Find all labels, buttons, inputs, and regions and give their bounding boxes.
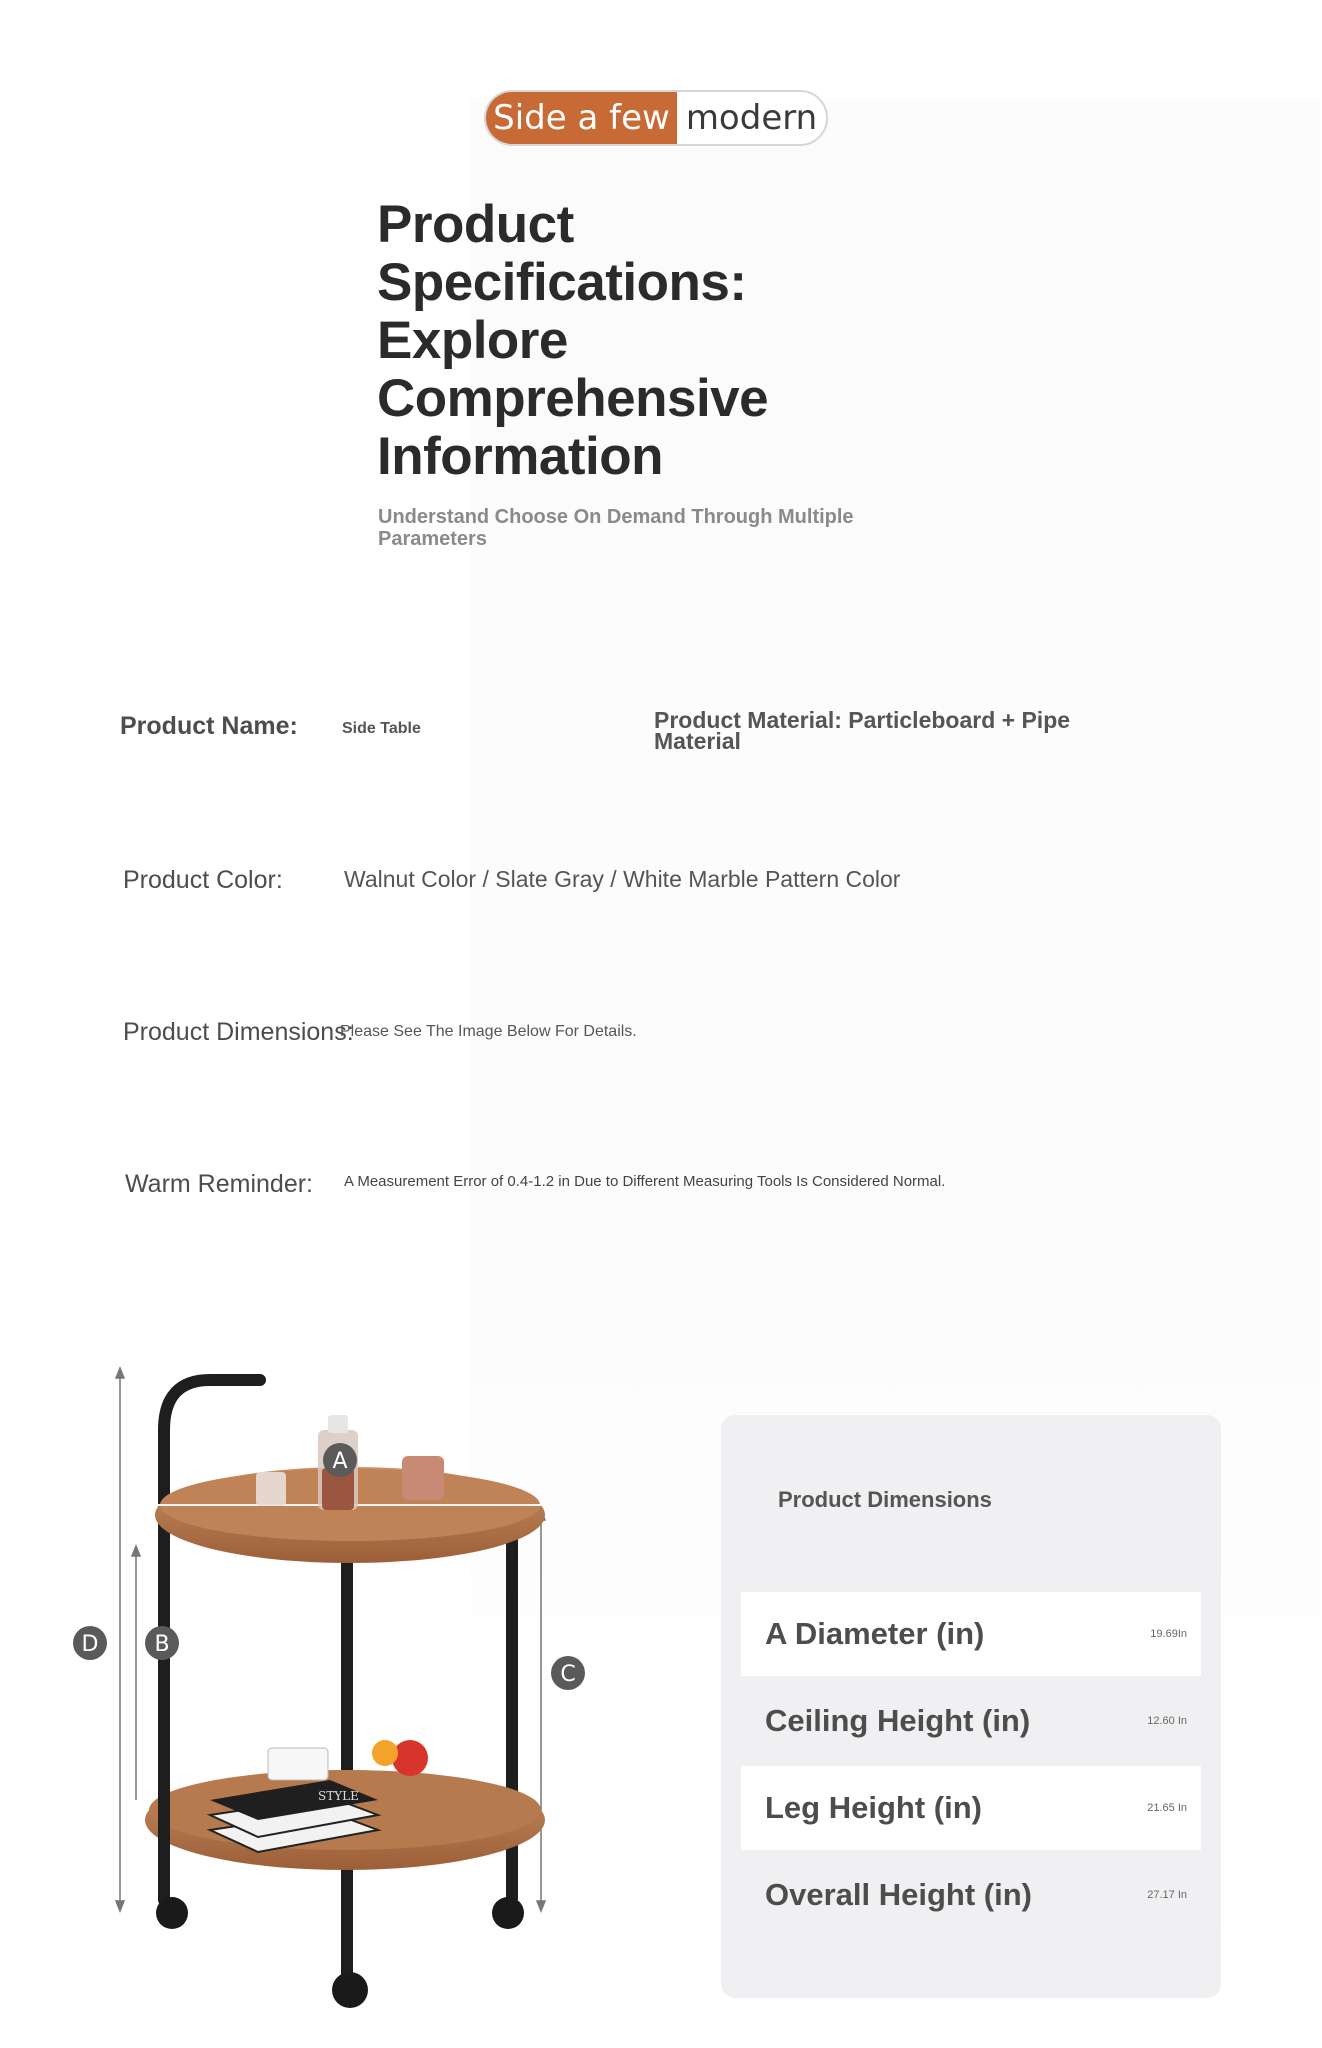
product-dimensions-label: Product Dimensions: (123, 1018, 354, 1046)
dimension-name: Ceiling Height (in) (765, 1703, 1031, 1738)
wheel (332, 1972, 368, 2008)
dimension-row (741, 1766, 1201, 1850)
dimension-value: 19.69In (1150, 1628, 1187, 1640)
marker-c (551, 1656, 585, 1690)
dimension-line-b (132, 1546, 140, 1800)
dimension-value: 21.65 In (1147, 1802, 1187, 1814)
marker-a (323, 1443, 357, 1477)
product-dimensions-value: Please See The Image Below For Details. (340, 1023, 637, 1040)
dimension-line-c (537, 1510, 545, 1911)
product-color-label: Product Color: (123, 866, 283, 894)
dimensions-card (721, 1415, 1221, 1998)
marker-b (145, 1626, 179, 1660)
dimension-row (741, 1853, 1201, 1937)
dimension-value: 27.17 In (1147, 1889, 1187, 1901)
warm-reminder-label: Warm Reminder: (125, 1170, 313, 1198)
dimension-name: A Diameter (in) (765, 1616, 985, 1651)
brand-badge-right: modern (685, 98, 818, 138)
orange-icon (372, 1740, 398, 1766)
dimension-name: Overall Height (in) (765, 1877, 1032, 1912)
wheel (492, 1897, 524, 1929)
product-color-value: Walnut Color / Slate Gray / White Marble Pattern Color (344, 866, 901, 892)
brand-badge (484, 90, 828, 146)
svg-text:B: B (154, 1632, 170, 1657)
clock (402, 1456, 444, 1500)
dimension-row (741, 1592, 1201, 1676)
dimension-row (741, 1679, 1201, 1763)
warm-reminder-value: A Measurement Error of 0.4-1.2 in Due to Different Measuring Tools Is Considered Normal. (344, 1173, 946, 1190)
marker-d (73, 1626, 107, 1660)
dimension-line-d (116, 1368, 124, 1911)
product-name-value: Side Table (342, 720, 421, 737)
page-subtitle: Understand Choose On Demand Through Multiple Parameters (378, 506, 854, 550)
page-title: Product Specifications: Explore Comprehensive Information (377, 195, 769, 486)
dimension-value: 12.60 In (1147, 1715, 1187, 1727)
product-material: Product Material: Particleboard + Pipe Material (654, 707, 1071, 754)
product-name-label: Product Name: (120, 712, 298, 740)
svg-text:A: A (332, 1449, 348, 1474)
side-table-illustration (60, 1360, 620, 2020)
apple-icon (392, 1740, 428, 1776)
svg-text:C: C (560, 1662, 576, 1687)
glass (256, 1472, 286, 1506)
svg-text:D: D (81, 1632, 99, 1657)
dimension-name: Leg Height (in) (765, 1790, 982, 1825)
dimensions-card-title: Product Dimensions (778, 1487, 992, 1512)
book-text: STYLE (318, 1789, 359, 1803)
brand-badge-left: Side a few (486, 92, 677, 144)
wheel (156, 1897, 188, 1929)
